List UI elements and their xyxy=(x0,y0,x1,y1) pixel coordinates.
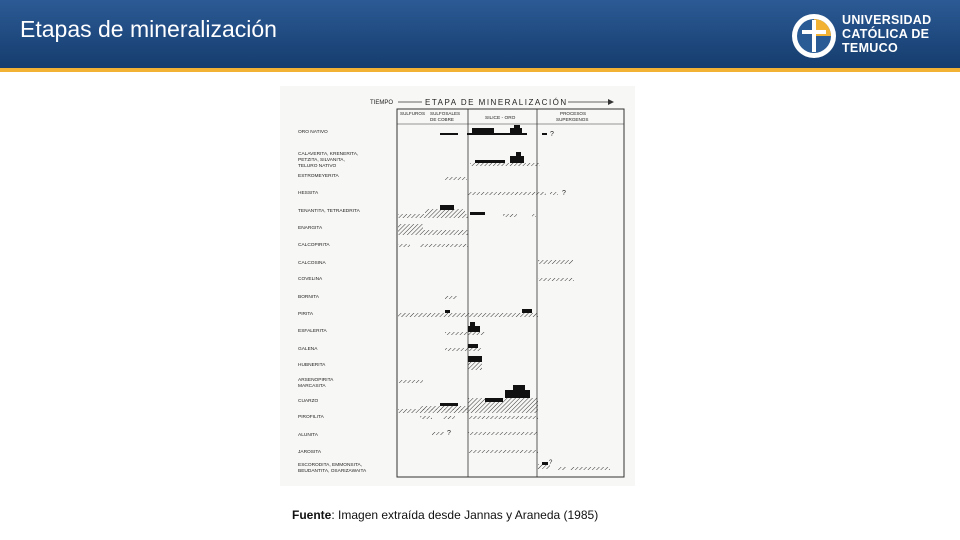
mineral-label: BORNITA xyxy=(298,295,319,300)
logo-line-1: UNIVERSIDAD xyxy=(842,13,932,27)
slide-title: Etapas de mineralización xyxy=(20,16,277,42)
mineral-label: ESCORODITA, EMMONSITA, xyxy=(298,463,363,468)
mineralization-stages-figure xyxy=(280,86,635,486)
stage-heading: ETAPA DE MINERALIZACIÓN xyxy=(425,98,568,107)
mineral-label: ALUNITA xyxy=(298,433,318,438)
uncertainty-mark: ? xyxy=(550,131,554,138)
mineral-label: CALCOPIRITA xyxy=(298,243,330,248)
mineral-label: BEUDANTITA, OSARIZAWAITA xyxy=(298,469,367,474)
mineral-label: MARCASITA xyxy=(298,384,326,389)
figure-caption xyxy=(292,508,598,522)
column-de-cobre: DE COBRE xyxy=(430,117,454,122)
mineralization-diagram xyxy=(280,86,635,486)
column-silice-oro: SILICE - ORO xyxy=(485,116,516,121)
column-supergenos: SUPERGENOS xyxy=(556,117,589,122)
mineral-label: PETZITA, SILVANITA, xyxy=(298,158,345,163)
mineral-label: HUBNERITA xyxy=(298,363,326,368)
uncertainty-mark: ? xyxy=(562,190,566,197)
column-procesos: PROCESOS xyxy=(560,111,587,116)
uncertainty-mark: ? xyxy=(549,460,553,466)
column-sulfuros: SULFUROS xyxy=(400,111,426,116)
mineral-label: ENARGITA xyxy=(298,226,323,231)
mineral-label: CALCOSINA xyxy=(298,261,326,266)
university-logo-icon xyxy=(790,12,840,60)
mineral-label: TELURO NATIVO xyxy=(298,164,337,169)
mineral-label: CALAVERITA, KRENERITA, xyxy=(298,152,359,157)
header-accent-line xyxy=(0,68,960,72)
mineral-label: PIROFILITA xyxy=(298,415,324,420)
mineral-label: ESFALERITA xyxy=(298,329,327,334)
mineral-bars xyxy=(398,125,610,470)
uncertainty-mark: ? xyxy=(447,430,451,437)
mineral-label: COVELINA xyxy=(298,277,323,282)
logo-line-3: TEMUCO xyxy=(842,41,898,55)
caption-text: : Imagen extraída desde Jannas y Araneda (1985) xyxy=(331,508,599,522)
mineral-label: ESTROMEYERITA xyxy=(298,174,339,179)
caption-label: Fuente xyxy=(292,508,332,522)
logo-line-2: CATÓLICA DE xyxy=(842,27,930,41)
mineral-label: JAROSITA xyxy=(298,450,322,455)
mineral-label: HESSITA xyxy=(298,191,319,196)
mineral-label: PIRITA xyxy=(298,312,314,317)
column-sulfosales: SULFOSALES xyxy=(430,111,461,116)
mineral-label: CUARZO xyxy=(298,399,319,404)
mineral-label: ARSENOPIRITA xyxy=(298,378,334,383)
mineral-label: TENANTITA, TETRAEDRITA xyxy=(298,209,360,214)
mineral-label: ORO NATIVO xyxy=(298,130,328,135)
mineral-label: GALENA xyxy=(298,347,318,352)
axis-time-label: TIEMPO xyxy=(370,100,394,106)
